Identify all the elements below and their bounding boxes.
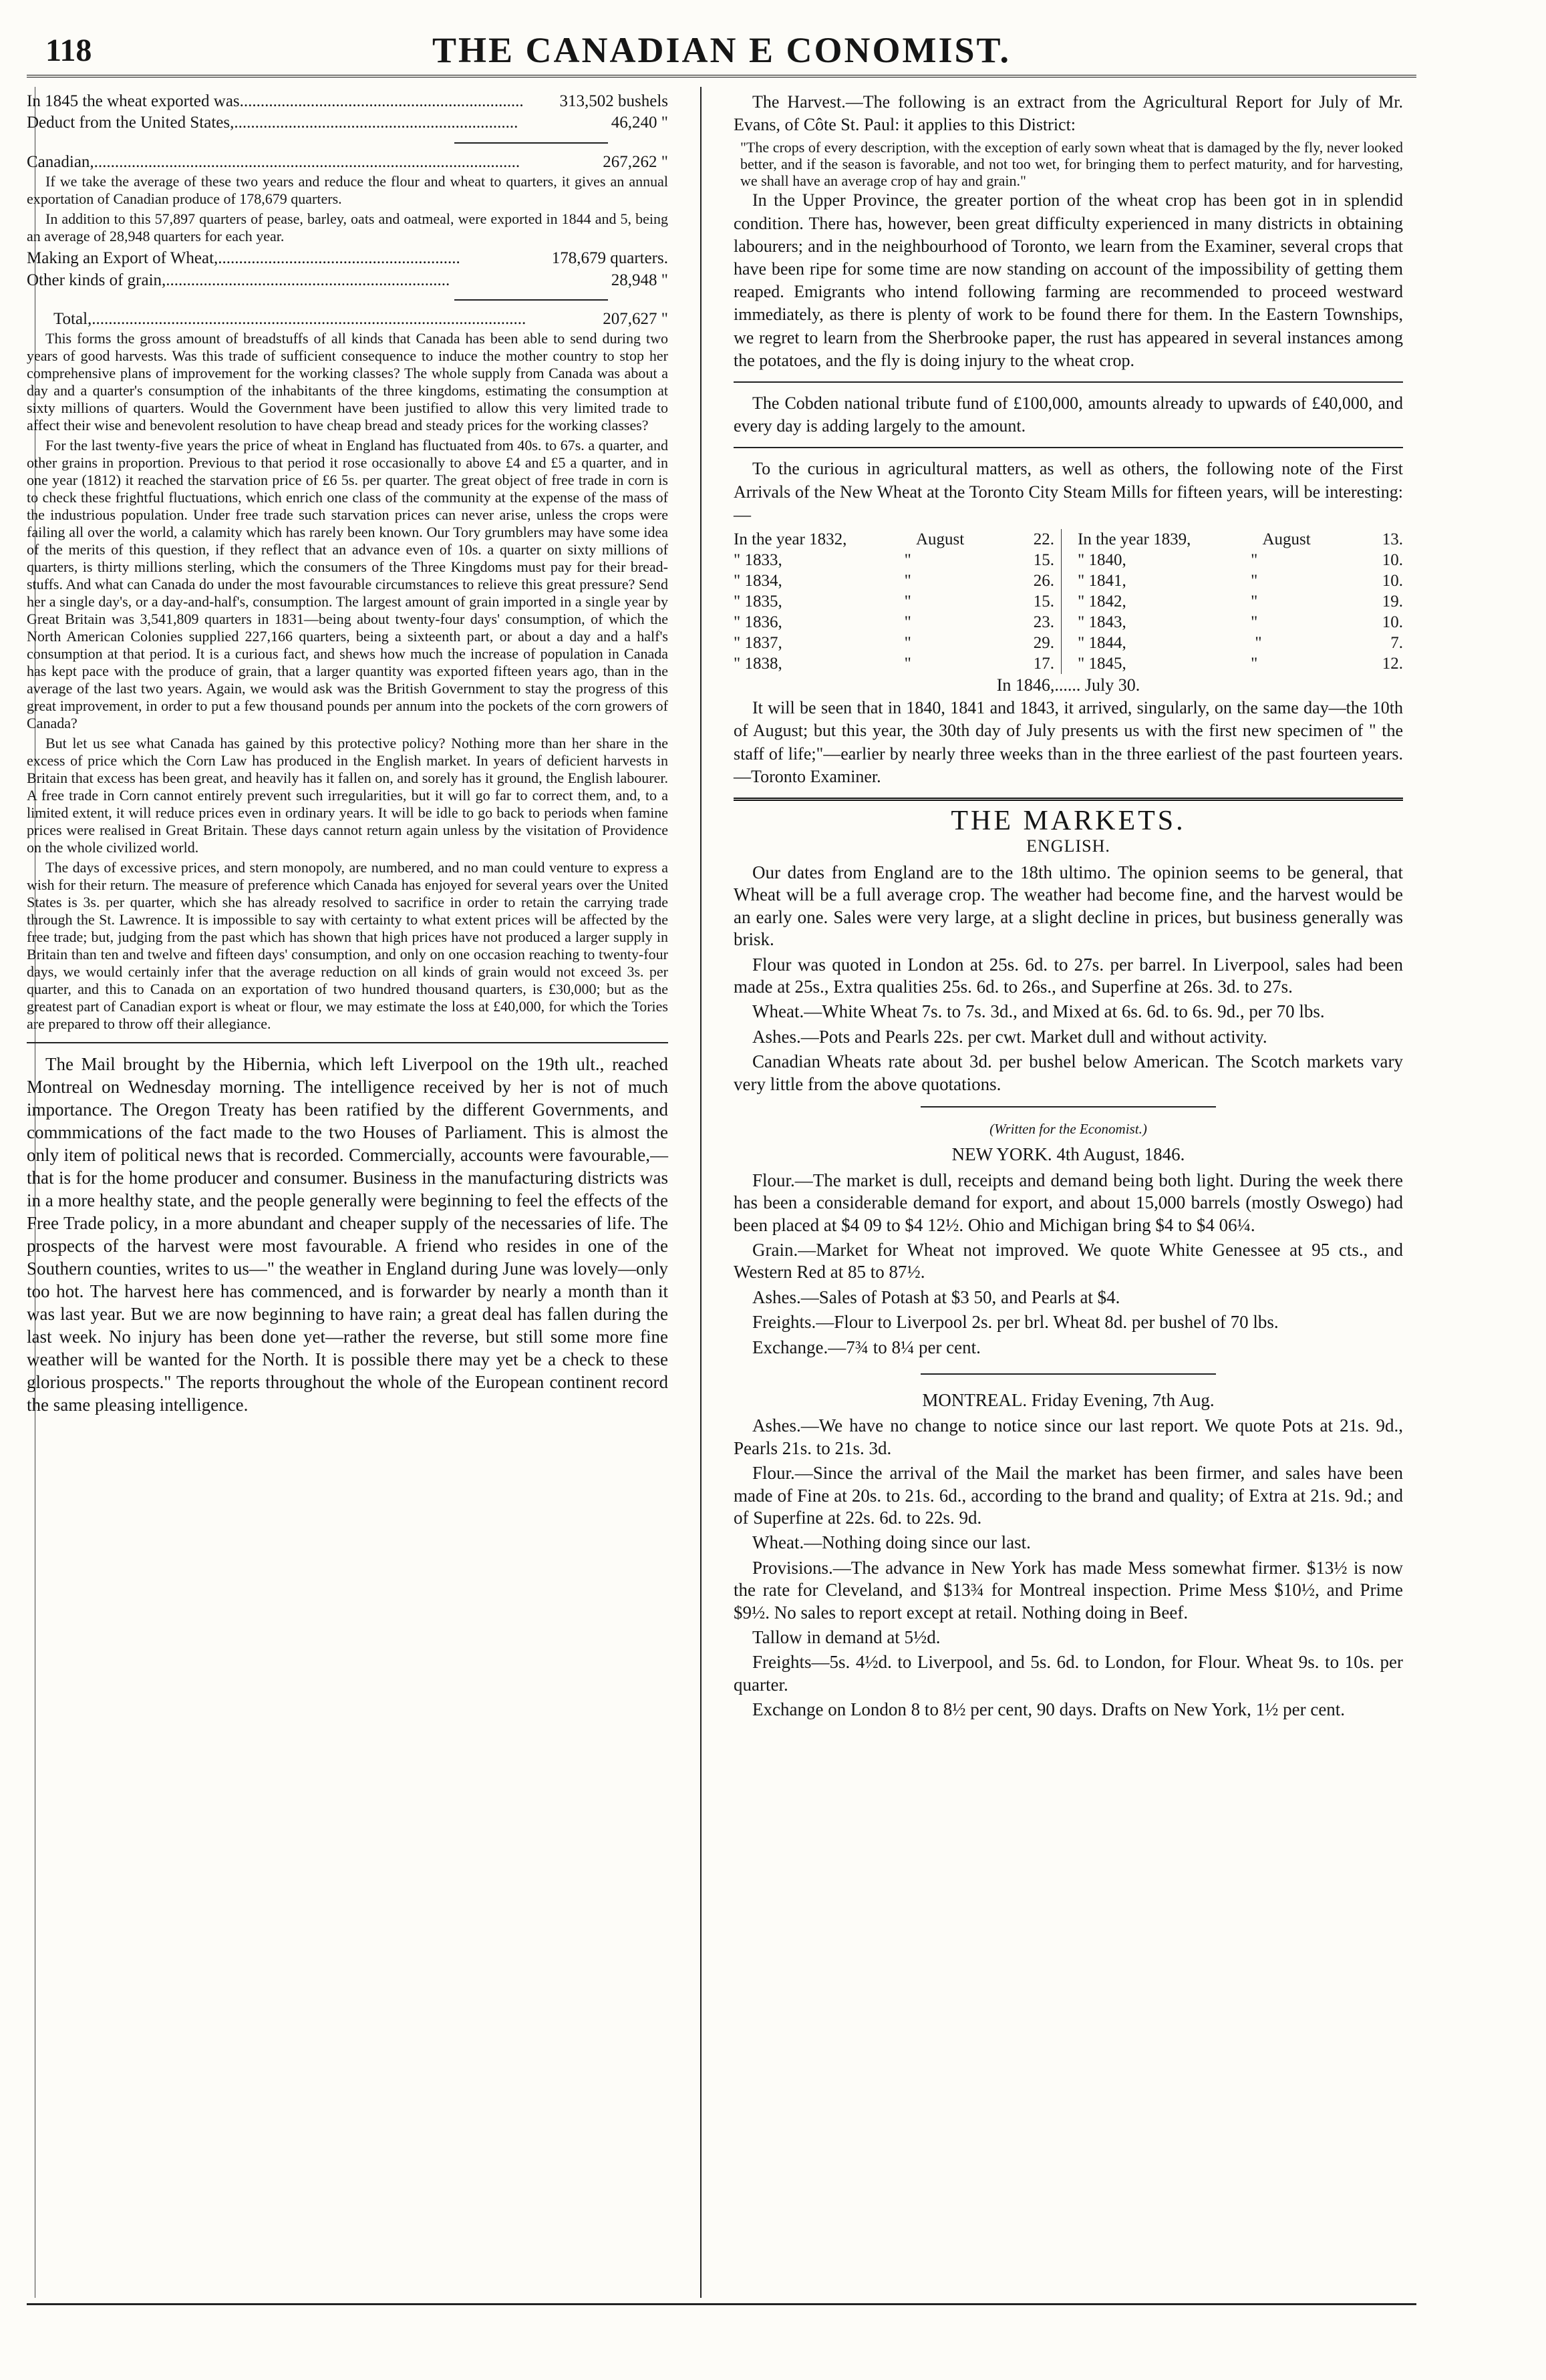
paragraph: Ashes.—Pots and Pearls 22s. per cwt. Market dull and without activity. bbox=[752, 1026, 1267, 1047]
table-row: " 1834, " 26. bbox=[734, 572, 1054, 590]
paragraph: Flour was quoted in London at 25s. 6d. to 27s. per barrel. In Liverpool, sales had been made at 25s., Extra qualities 25s. 6d. to 26s., and Superfine at 26s. 3d. to 27s. bbox=[734, 954, 1403, 997]
page-number: 118 bbox=[45, 33, 92, 68]
table-row: Making an Export of Wheat, .......................................................... 178,679 quarters. bbox=[27, 249, 668, 268]
paragraph: The Mail brought by the Hibernia, which left Liverpool on the 19th ult., reached Montreal on Wednesday morning. The intelligence received by her is not of much importance. The Oregon Treaty has been ratified by the different Governments, and commmications of the fact made to the two Houses of Parliament. This is almost the only item of political news that is recorded. Commercially, accounts were favourable,—that is for the home producer and consumer. Business in the manufacturing districts was in a more healthy state, and the people generally were beginning to feel the effects of the Free Trade policy, in a more abundant and cheaper supply of the necessaries of life. The prospects of the harvest were most favourable. A friend who resides in one of the Southern counties, writes to us—" the weather in England during June was lovely—only too hot. The harvest here has commenced, and is forwarder by nearly a month than it was last year. But we are now beginning to have rain; a great deal has fallen during the last week. No injury has been done yet—rather the reverse, but still some more fine weather will be wanted for the North. It is possible there may yet be a check to these glorious prospects." The reports throughout the whole of the European continent record the same pleasing intelligence. bbox=[27, 1054, 668, 1415]
paragraph: Freights.—Flour to Liverpool 2s. per brl. Wheat 8d. per bushel of 70 lbs. bbox=[752, 1312, 1279, 1333]
table-row: Canadian, ...................................................................................................... 267,262 " bbox=[27, 152, 668, 171]
table-row: " 1843, " 10. bbox=[1078, 613, 1403, 632]
harvest-quote: "The crops of every description, with the exception of early sown wheat that is damaged by the fly, never looked better, and if the season is favorable, and not too wet, for bringing them to perfect maturity, and for harvesting, we shall have an average crop of hay and grain." bbox=[740, 139, 1403, 190]
paragraph: Ashes.—We have no change to notice since our last report. We quote Pots at 21s. 9d., Pearls 21s. to 21s. 3d. bbox=[734, 1415, 1403, 1458]
table-row: " 1835, " 15. bbox=[734, 592, 1054, 611]
montreal-dateline: MONTREAL. Friday Evening, 7th Aug. bbox=[922, 1390, 1215, 1410]
paragraph: Flour.—Since the arrival of the Mail the market has been firmer, and sales have been made of Fine at 20s. to 21s. 6d., according to the brand and quality; of Extra at 21s. 9d.; and of Superfine at 22s. 6d. to 22s. 9d. bbox=[734, 1463, 1403, 1528]
section-rule bbox=[734, 798, 1403, 801]
arrivals-1846: In 1846,...... July 30. bbox=[996, 675, 1140, 695]
paragraph: Exchange on London 8 to 8½ per cent, 90 days. Drafts on New York, 1½ per cent. bbox=[752, 1699, 1346, 1720]
section-rule bbox=[734, 447, 1403, 448]
grain-export-table bbox=[27, 248, 668, 330]
table-row: " 1840, " 10. bbox=[1078, 551, 1403, 570]
paragraph: Exchange.—7¾ to 8¼ per cent. bbox=[752, 1337, 981, 1357]
table-row: " 1838, " 17. bbox=[734, 655, 1054, 673]
arrivals-table-right bbox=[1075, 529, 1403, 674]
paragraph: This forms the gross amount of breadstuffs of all kinds that Canada has been able to send during two years of good harvests. Was this trade of sufficient consequence to induce the mother country to stop her comprehensive plans of improvement for the working classes? The whole supply from Canada was about a day and a quarter's consumption of the inhabitants of the three kingdoms, estimating the consumption at sixty millions of quarters. Would the Government have been justified to allow this very limited trade to affect their wise and benevolent resolution to have cheap bread and steady prices for the working classes? bbox=[27, 330, 668, 434]
page-title: THE CANADIAN E CONOMIST. bbox=[432, 30, 1012, 70]
paragraph: Wheat.—Nothing doing since our last. bbox=[752, 1532, 1031, 1553]
harvest-intro: The Harvest.—The following is an extract from the Agricultural Report for July of Mr. Evans, of Côte St. Paul: it applies to this District: bbox=[734, 92, 1403, 135]
new-york-dateline: NEW YORK. 4th August, 1846. bbox=[951, 1144, 1185, 1165]
paragraph: In the Upper Province, the greater portion of the wheat crop has been got in in splendid condition. There has, however, been great difficulty experienced in many districts in obtaining labourers; and in the neighbourhood of Toronto, we learn from the Examiner, several crops that have been ripe for some time are now standing on account of the impossibility of getting them reaped. Emigrants who intend following farming are recommended to proceed westward immediately, as there is plenty of work to be found there for them. In the Eastern Townships, we regret to learn from the Sherbrooke paper, the rust has appeared in several instances among the potatoes, and the fly is doing injury to the wheat crop. bbox=[734, 190, 1403, 370]
paragraph: The days of excessive prices, and stern monopoly, are numbered, and no man could venture to express a wish for their return. The measure of preference which Canada has enjoyed for several years over the United States is 3s. per quarter, which she has already resolved to sacrifice in order to retain the carrying trade through the St. Lawrence. It is impossible to say with certainty to what extent prices will be affected by the free trade; but, judging from the past which has shown that high prices have not produced a larger supply in Britain than ten and twelve and fifteen days' consumption, and only on one occasion reaching to twenty-four days, we would certainly infer that the average reduction on all kinds of grain would not exceed 3s. per quarter, and this to Canada on an exportation of two hundred thousand quarters, is £30,000; but as the greatest part of Canadian export is wheat or flour, we may estimate the loss at £40,000, for which the Tories are prepared to throw off their allegiance. bbox=[27, 859, 668, 1033]
left-column bbox=[27, 91, 668, 1419]
table-row: In the year 1832, August 22. bbox=[734, 530, 1054, 549]
section-rule bbox=[921, 1373, 1216, 1375]
sum-rule bbox=[454, 299, 608, 301]
table-row: " 1837, " 29. bbox=[734, 634, 1054, 653]
paragraph: Wheat.—White Wheat 7s. to 7s. 3d., and Mixed at 6s. 6d. to 6s. 9d., per 70 lbs. bbox=[752, 1001, 1325, 1022]
paragraph: Ashes.—Sales of Potash at $3 50, and Pearls at $4. bbox=[752, 1287, 1120, 1307]
paragraph: Freights—5s. 4½d. to Liverpool, and 5s. 6d. to London, for Flour. Wheat 9s. to 10s. per quarter. bbox=[734, 1652, 1403, 1695]
written-for-note: (Written for the Economist.) bbox=[989, 1120, 1147, 1137]
paragraph: If we take the average of these two years and reduce the flour and wheat to quarters, it gives an annual exportation of Canadian produce of 178,679 quarters. bbox=[27, 173, 668, 208]
section-rule bbox=[734, 381, 1403, 383]
table-row: In the year 1839, August 13. bbox=[1078, 530, 1403, 549]
paragraph: Provisions.—The advance in New York has made Mess somewhat firmer. $13½ is now the rate for Cleveland, and $13¾ for Montreal inspection. Prime Mess $10½, and Prime $9½. No sales to report except at retail. Nothing doing in Beef. bbox=[734, 1557, 1403, 1623]
section-rule bbox=[27, 1042, 668, 1043]
sum-rule bbox=[454, 142, 608, 144]
table-row: " 1845, " 12. bbox=[1078, 655, 1403, 673]
arrivals-table bbox=[734, 529, 1403, 674]
paragraph: Our dates from England are to the 18th ultimo. The opinion seems to be general, that Wheat will be a full average crop. The weather had become fine, and the harvest would be an early one. Sales were very large, at a slight decline in prices, but business generally was brisk. bbox=[734, 862, 1403, 950]
header-rule bbox=[27, 75, 1416, 77]
arrivals-table-left bbox=[734, 529, 1062, 674]
english-heading: ENGLISH. bbox=[1026, 836, 1110, 856]
table-row: " 1842, " 19. bbox=[1078, 592, 1403, 611]
paragraph: For the last twenty-five years the price of wheat in England has fluctuated from 40s. to 67s. a quarter, and other grains in proportion. Previous to that period it rose occasionally to above £4 and £5 a quarter, and in one year (1812) it reached the starvation price of £6 5s. per quarter. The great object of free trade in corn is to check these frightful fluctuations, which enrich one class of the community at the expense of the mass of the industrious population. Under free trade such starvation prices can never arise, unless the crops were failing all over the world, a calamity which has rarely been known. Our Tory grumblers may have some idea of the merits of this question, if they reflect that an advance even of 10s. a quarter on sixty millions of quarters, is thirty millions sterling, which the consumers of the Three Kingdoms must pay for their bread-stuffs. And what can Canada do under the most favourable circumstances to relieve this great pressure? Send her a single day's, or a day-and-half's, consumption. The largest amount of grain imported in a single year by Great Britain was 3,541,809 quarters in 1831—being about twenty-four days' consumption, of which the North American Colonies supplied 227,166 quarters, being a sixteenth part, or about a day and a half's consumption at that period. It is a curious fact, and shews how much the increase of population in Canada has kept pace with the produce of grain, that a larger quantity was exported fifteen years ago, than in the average of the last two years. Again, we would ask was the British Government to stay the progress of this great improvement, in order to put a few thousand pounds per annum into the pockets of the corn growers of Canada? bbox=[27, 437, 668, 732]
table-row: " 1836, " 23. bbox=[734, 613, 1054, 632]
table-row: " 1844, " 7. bbox=[1078, 634, 1403, 653]
table-row: Deduct from the United States, .................................................................... 46,240 " bbox=[27, 114, 668, 132]
column-divider bbox=[700, 87, 702, 2298]
page-bottom-rule bbox=[27, 2303, 1416, 2305]
paragraph: Tallow in demand at 5½d. bbox=[752, 1627, 941, 1648]
cobden-paragraph: The Cobden national tribute fund of £100,000, amounts already to upwards of £40,000, and every day is adding largely to the amount. bbox=[734, 393, 1403, 436]
section-rule bbox=[921, 1106, 1216, 1108]
wheat-export-table bbox=[27, 91, 668, 173]
newspaper-page bbox=[27, 27, 1416, 2325]
table-row: " 1841, " 10. bbox=[1078, 572, 1403, 590]
page-header bbox=[27, 27, 1416, 79]
paragraph: Flour.—The market is dull, receipts and demand being both light. During the week there has been a considerable demand for export, and about 15,000 barrels (mostly Oswego) had been placed at $4 09 to $4 12½. Ohio and Michigan bring $4 to $4 06¼. bbox=[734, 1170, 1403, 1235]
markets-heading: THE MARKETS. bbox=[951, 806, 1186, 837]
paragraph: But let us see what Canada has gained by this protective policy? Nothing more than her share in the excess of price which the Corn Law has produced in the English market. In years of deficient harvests in Britain that excess has been great, and heavily has it fallen on, and sorely has it ground, the English labourer. A free trade in Corn cannot entirely prevent such irregularities, but it will go far to correct them, and, to a limited extent, it will reduce prices even in ordinary years. It will be idle to go back to periods when famine prices were realised in Great Britain. These days cannot return again unless by the visitation of Providence on the whole civilized world. bbox=[27, 735, 668, 856]
table-row: Other kinds of grain, .................................................................... 28,948 " bbox=[27, 271, 668, 289]
paragraph: Canadian Wheats rate about 3d. per bushel below American. The Scotch markets vary very little from the above quotations. bbox=[734, 1051, 1403, 1094]
right-column bbox=[734, 91, 1403, 1724]
paragraph: Grain.—Market for Wheat not improved. We quote White Genessee at 95 cts., and Western Red at 85 to 87½. bbox=[734, 1239, 1403, 1283]
paragraph: In addition to this 57,897 quarters of pease, barley, oats and oatmeal, were exported in 1844 and 5, being an average of 28,948 quarters for each year. bbox=[27, 210, 668, 245]
table-row: Total, ........................................................................................................ 207,627 " bbox=[53, 310, 668, 329]
table-row: In 1845 the wheat exported was .................................................................... 313,502 bushels bbox=[27, 92, 668, 110]
arrivals-intro: To the curious in agricultural matters, as well as others, the following note of the First Arrivals of the New Wheat at the Toronto City Steam Mills for fifteen years, will be interesting:— bbox=[734, 459, 1403, 524]
table-row: " 1833, " 15. bbox=[734, 551, 1054, 570]
arrivals-note: It will be seen that in 1840, 1841 and 1843, it arrived, singularly, on the same day—the 10th of August; but this year, the 30th day of July presents us with the first new specimen of " the staff of life;"—earlier by nearly three weeks than in the three earliest of the past fourteen years.—Toronto Examiner. bbox=[734, 698, 1403, 786]
